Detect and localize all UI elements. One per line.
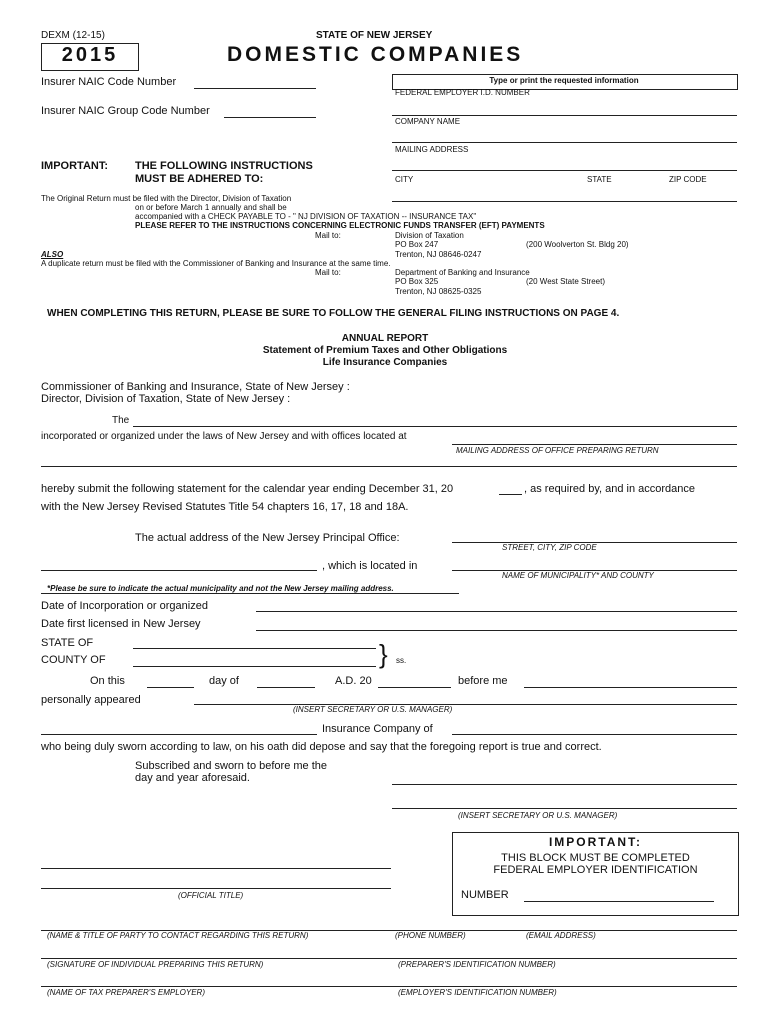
instr-line1: The Original Return must be filed with the Director, Division of Taxation [41, 194, 292, 203]
date-incorporation-label: Date of Incorporation or organized [41, 600, 208, 612]
taxation-street: (200 Woolverton St. Bldg 20) [526, 240, 629, 249]
on-this-field[interactable] [147, 687, 194, 688]
preparer-signature-field[interactable] [41, 958, 737, 959]
contact-label: (NAME & TITLE OF PARTY TO CONTACT REGARDING THIS RETURN) [47, 931, 309, 940]
year: 2015 [61, 44, 119, 66]
fein-field[interactable] [392, 115, 737, 116]
principal-office-field-2[interactable] [41, 570, 317, 571]
before-me-label: before me [458, 675, 508, 687]
zip-label: ZIP CODE [669, 175, 707, 184]
on-this-label: On this [90, 675, 125, 687]
state-label: STATE [587, 175, 612, 184]
date-incorporation-field[interactable] [256, 611, 737, 612]
county-of-label: COUNTY OF [41, 654, 106, 666]
mail-to-label-2: Mail to: [315, 268, 341, 277]
brace: } [379, 639, 388, 669]
street-city-zip-label: STREET, CITY, ZIP CODE [502, 543, 597, 552]
date-licensed-field[interactable] [256, 630, 737, 631]
instr-line3: accompanied with a CHECK PAYABLE TO - " NJ DIVISION OF TAXATION -- INSURANCE TAX" [135, 212, 477, 221]
banking-address-2: PO Box 325 [395, 277, 439, 286]
important-label: IMPORTANT: [41, 160, 109, 172]
city-state-zip-field[interactable] [392, 201, 737, 202]
fein-label: FEDERAL EMPLOYER I.D. NUMBER [395, 88, 530, 97]
naic-code-field[interactable] [194, 88, 316, 89]
banking-street: (20 West State Street) [526, 277, 605, 286]
city-label: CITY [395, 175, 414, 184]
mailing-address-label: MAILING ADDRESS [395, 145, 469, 154]
company-name-field[interactable] [392, 142, 737, 143]
page-title: DOMESTIC COMPANIES [227, 43, 524, 66]
fein-box-line1: THIS BLOCK MUST BE COMPLETED [501, 852, 690, 864]
naic-group-field[interactable] [224, 117, 316, 118]
report-subtitle: Statement of Premium Taxes and Other Obligations [262, 345, 508, 356]
ad-year-field[interactable] [378, 687, 451, 688]
form-id: DEXM (12-15) [41, 30, 105, 41]
mail-to-label: Mail to: [315, 231, 341, 240]
phone-label: (PHONE NUMBER) [395, 931, 466, 940]
banking-address-3: Trenton, NJ 08625-0325 [395, 287, 482, 296]
personally-appeared-field[interactable] [194, 704, 737, 705]
secretary-label: (INSERT SECRETARY OR U.S. MANAGER) [293, 705, 453, 714]
addressee-line2: Director, Division of Taxation, State of New Jersey : [41, 393, 291, 405]
taxation-address-1: Division of Taxation [395, 231, 464, 240]
important-line1: THE FOLLOWING INSTRUCTIONS [135, 160, 313, 172]
ss-label: ss. [396, 656, 407, 665]
state-of-field[interactable] [133, 648, 376, 649]
employer-field[interactable] [41, 986, 737, 987]
naic-code-label: Insurer NAIC Code Number [41, 76, 177, 88]
addressee-line1: Commissioner of Banking and Insurance, State of New Jersey : [41, 381, 350, 393]
municipality-label: NAME OF MUNICIPALITY* AND COUNTY [502, 571, 654, 580]
office-address-field[interactable] [452, 444, 737, 445]
submit-text-2: , as required by, and in accordance [524, 483, 696, 495]
personally-appeared-label: personally appeared [41, 694, 141, 706]
office-address-field-2[interactable] [41, 466, 737, 467]
company-name-label: COMPANY NAME [395, 117, 461, 126]
secretary-label-2: (INSERT SECRETARY OR U.S. MANAGER) [458, 811, 618, 820]
the-label: The [112, 415, 130, 426]
duplicate-note: A duplicate return must be filed with the Commissioner of Banking and Insurance at the same time. [41, 259, 391, 268]
insurance-company-of-field[interactable] [452, 734, 737, 735]
state-title: STATE OF NEW JERSEY [316, 30, 433, 41]
fein-number-label: NUMBER [461, 889, 509, 901]
sworn-statement: who being duly sworn according to law, on his oath did depose and say that the foregoing report is true and correct. [41, 741, 602, 753]
employer-label: (NAME OF TAX PREPARER'S EMPLOYER) [47, 988, 205, 997]
taxation-address-3: Trenton, NJ 08646-0247 [395, 250, 482, 259]
also-label: ALSO [41, 250, 64, 259]
date-licensed-label: Date first licensed in New Jersey [41, 618, 201, 630]
subscribed-line2: day and year aforesaid. [135, 772, 250, 784]
report-title: ANNUAL REPORT [341, 333, 429, 344]
secretary-signature-field[interactable] [392, 808, 737, 809]
official-title-field[interactable] [41, 888, 391, 889]
incorporated-text: incorporated or organized under the laws of New Jersey and with offices located at [41, 431, 407, 442]
report-subtitle-2: Life Insurance Companies [322, 357, 448, 368]
taxation-address-2: PO Box 247 [395, 240, 439, 249]
employer-id-label: (EMPLOYER'S IDENTIFICATION NUMBER) [398, 988, 557, 997]
email-label: (EMAIL ADDRESS) [526, 931, 596, 940]
mailing-address-field[interactable] [392, 170, 737, 171]
ad-label: A.D. 20 [335, 675, 372, 687]
signature-label: (SIGNATURE OF INDIVIDUAL PREPARING THIS RETURN) [47, 960, 264, 969]
insurance-company-label: Insurance Company of [322, 723, 433, 735]
before-me-field[interactable] [524, 687, 737, 688]
year-ending-field[interactable] [499, 494, 522, 495]
submit-text: hereby submit the following statement for the calendar year ending December 31, 20 [41, 483, 454, 495]
located-in-label: , which is located in [322, 560, 418, 572]
official-title-label: (OFFICIAL TITLE) [178, 891, 244, 900]
subscribed-line1: Subscribed and sworn to before me the [135, 760, 328, 772]
instr-line2: on or before March 1 annually and shall be [135, 203, 287, 212]
county-of-field[interactable] [133, 666, 376, 667]
general-instructions-note: WHEN COMPLETING THIS RETURN, PLEASE BE SURE TO FOLLOW THE GENERAL FILING INSTRUCTIONS ON PAGE 4. [47, 308, 620, 319]
eft-note: PLEASE REFER TO THE INSTRUCTIONS CONCERNING ELECTRONIC FUNDS TRANSFER (EFT) PAYMENTS [135, 221, 545, 230]
naic-group-label: Insurer NAIC Group Code Number [41, 105, 210, 117]
mailing-office-label: MAILING ADDRESS OF OFFICE PREPARING RETURN [456, 446, 659, 455]
fein-number-field[interactable] [524, 901, 714, 902]
insurance-company-field[interactable] [41, 734, 317, 735]
state-of-label: STATE OF [41, 637, 94, 649]
statutes-text: with the New Jersey Revised Statutes Title 54 chapters 16, 17, 18 and 18A. [41, 501, 409, 513]
notary-signature-field[interactable] [41, 868, 391, 869]
preparer-id-label: (PREPARER'S IDENTIFICATION NUMBER) [398, 960, 556, 969]
principal-office-label: The actual address of the New Jersey Principal Office: [135, 532, 400, 544]
fein-box-title: IMPORTANT: [548, 835, 643, 849]
fein-box-line2: FEDERAL EMPLOYER IDENTIFICATION [493, 864, 698, 876]
banking-address-1: Department of Banking and Insurance [395, 268, 530, 277]
municipality-footnote: *Please be sure to indicate the actual municipality and not the New Jersey mailing address. [47, 584, 394, 593]
signature-field[interactable] [392, 784, 737, 785]
day-of-field[interactable] [257, 687, 315, 688]
day-of-label: day of [209, 675, 239, 687]
company-field[interactable] [133, 426, 737, 427]
important-line2: MUST BE ADHERED TO: [135, 173, 264, 185]
footnote-underline [41, 593, 459, 594]
type-print-instruction: Type or print the requested information [489, 76, 639, 85]
